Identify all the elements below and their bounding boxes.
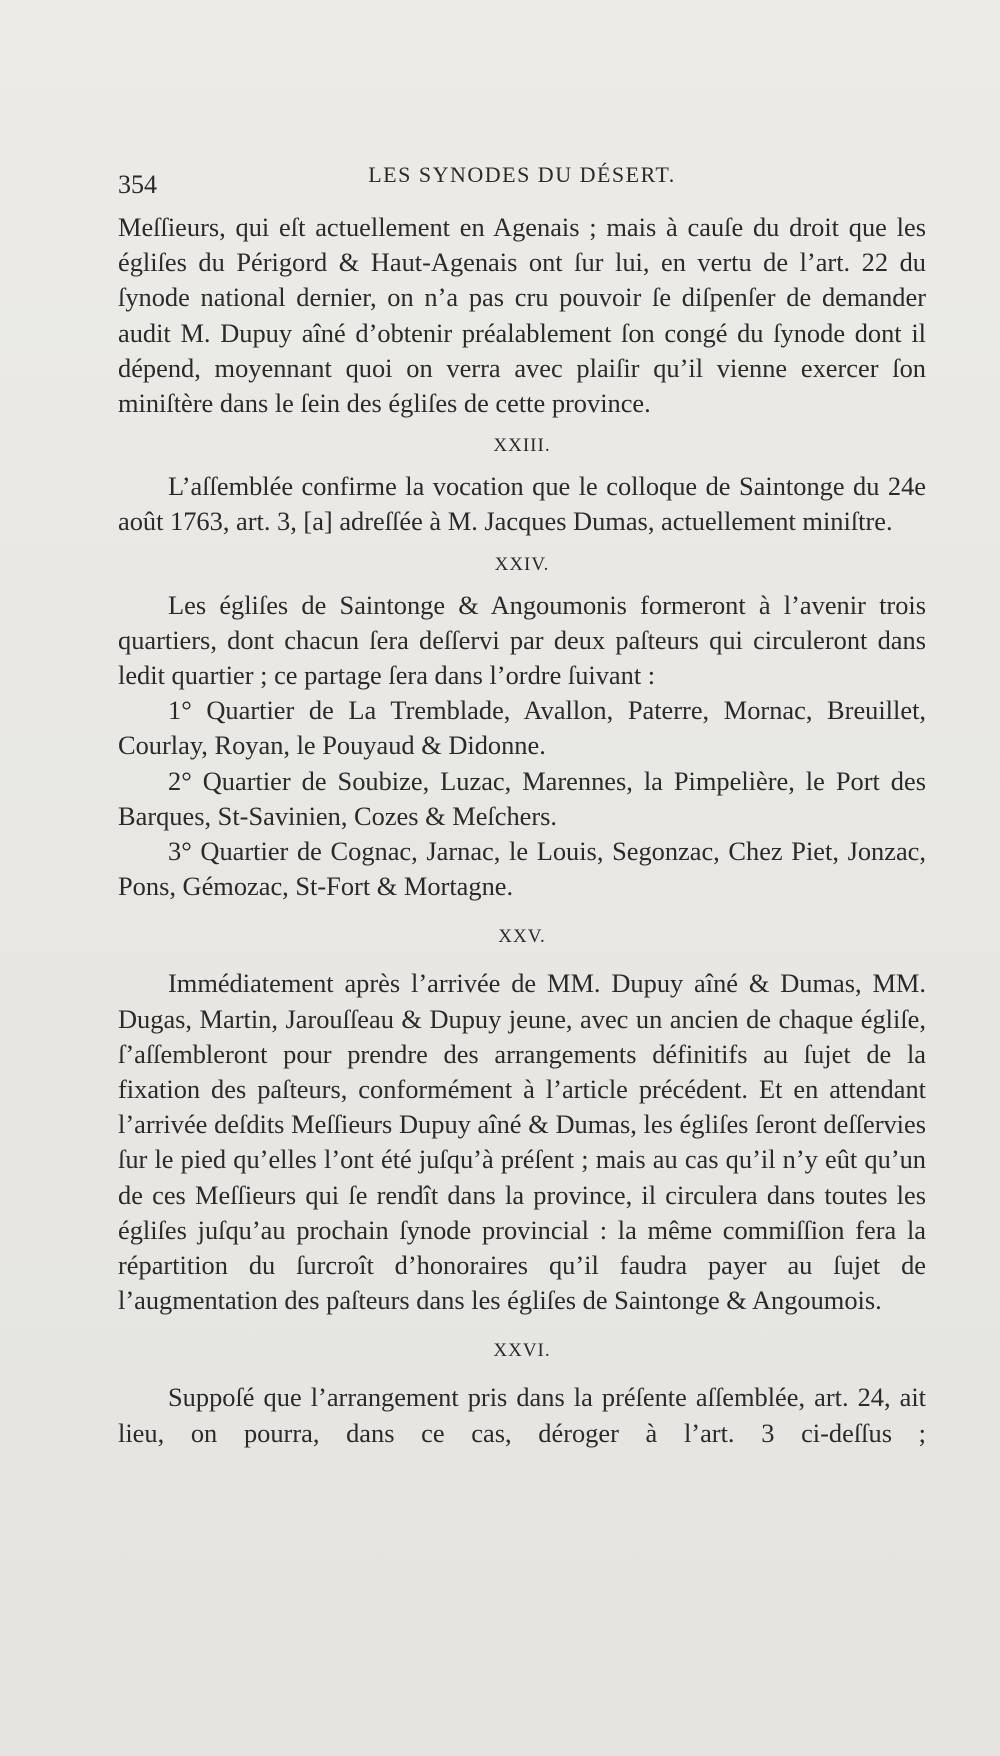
page-header [118, 162, 926, 210]
quarter-3-text: 3° Quartier de Cognac, Jarnac, le Louis, Segonzac, Chez Piet, Jonzac, Pons, Gémozac, St-Fort & Mortagne. [118, 836, 926, 902]
article-heading-25: XXV. [498, 926, 546, 948]
quarter-1-text: 1° Quartier de La Tremblade, Avallon, Paterre, Mornac, Breuillet, Courlay, Royan, le Pouyaud & Didonne. [118, 695, 926, 761]
article-heading-26: XXVI. [493, 1340, 551, 1362]
article-24-text: Les égliſes de Saintonge & Angoumonis formeront à l’avenir trois quartiers, dont chacun ſera deſſervi par deux paſteurs qui circuleront dans ledit quartier ; ce partage ſera dans l’ordre ſuivant : [118, 589, 926, 691]
article-heading-24: XXIV. [494, 553, 550, 575]
running-title: LES SYNODES DU DÉSERT. [368, 162, 676, 187]
quarter-2-text: 2° Quartier de Soubize, Luzac, Marennes, la Pimpelière, le Port des Barques, St-Savinien, Cozes & Meſchers. [118, 765, 926, 831]
article-25-text: Immédiatement après l’arrivée de MM. Dupuy aîné & Dumas, MM. Dugas, Martin, Jarouſſeau & Dupuy jeune, avec un ancien de chaque égliſe, ſ’aſſembleront pour prendre des arrangements définitifs au ſujet de la fixation des paſteurs, conformément à l’article précédent. Et en attendant l’arrivée deſdits Meſſieurs Dupuy aîné & Dumas, les égliſes ſeront deſſervies ſur le pied qu’elles l’ont été juſqu’à préſent ; mais au cas qu’il n’y eût qu’un de ces Meſſieurs qui ſe rendît dans la province, il circulera dans toutes les égliſes juſqu’au prochain ſynode provincial : la même commiſſion fera la répartition du ſurcroît d’honoraires qu’il faudra payer au ſujet de l’augmentation des paſteurs dans les égliſes de Saintonge & Angoumois. [118, 968, 926, 1316]
article-23-text: L’aſſemblée confirme la vocation que le colloque de Saintonge du 24e août 1763, art. 3, [a] adreſſée à M. Jacques Dumas, actuellement miniſtre. [118, 471, 926, 537]
article-heading-23: XXIII. [493, 435, 551, 457]
page-text [118, 162, 926, 1451]
paragraph-continuation: Meſſieurs, qui eſt actuellement en Agenais ; mais à cauſe du droit que les égliſes du Périgord & Haut-Agenais ont ſur lui, en vertu de l’art. 22 du ſynode national dernier, on n’a pas cru pouvoir ſe diſpenſer de demander audit M. Dupuy aîné d’obtenir préalablement ſon congé du ſynode dont il dépend, moyennant quoi on verra avec plaiſir qu’il vienne exercer ſon miniſtère dans le ſein des égliſes de cette province. [118, 212, 926, 419]
article-26-text: Suppoſé que l’arrangement pris dans la préſente aſſemblée, art. 24, ait lieu, on pourra, dans ce cas, déroger à l’art. 3 ci-deſſus ; [118, 1382, 926, 1448]
page-number: 354 [118, 170, 157, 199]
